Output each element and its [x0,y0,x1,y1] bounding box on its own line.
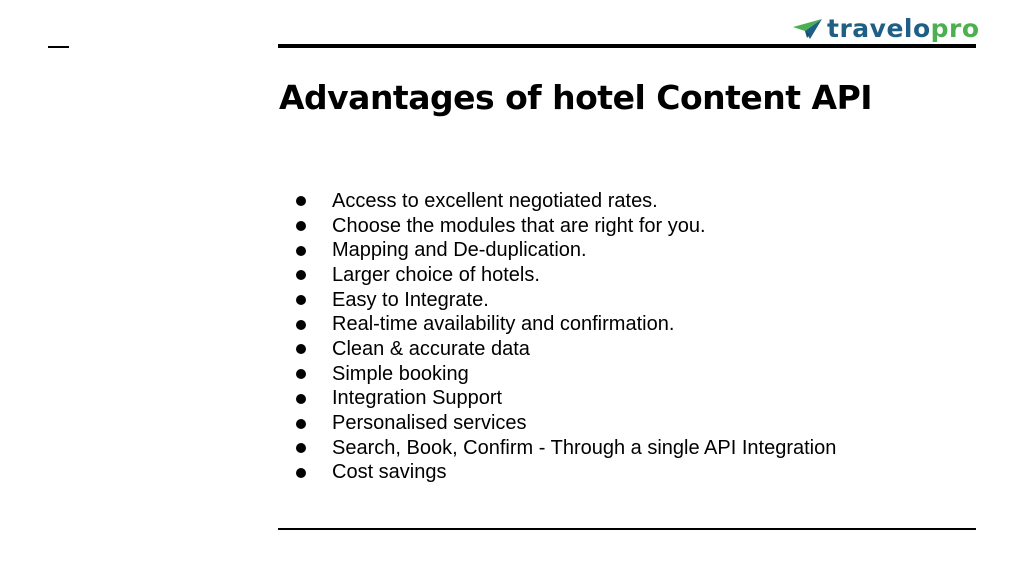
top-divider [278,44,976,48]
bullet-dot-icon [296,394,306,404]
list-item-text: Mapping and De-duplication. [332,239,587,262]
list-item-text: Search, Book, Confirm - Through a single API Integration [332,436,837,459]
list-item [292,288,836,313]
list-item [292,238,836,263]
list-item [292,337,836,362]
list-item-text: Clean & accurate data [332,337,530,360]
travelopro-logo [793,14,980,44]
list-item [292,214,836,239]
bullet-dot-icon [296,320,306,330]
bullet-dot-icon [296,369,306,379]
bullet-dot-icon [296,221,306,231]
bullet-dot-icon [296,468,306,478]
bullet-dot-icon [296,295,306,305]
bullet-dot-icon [296,196,306,206]
bullet-dot-icon [296,344,306,354]
list-item-text: Choose the modules that are right for you. [332,214,706,237]
list-item [292,189,836,214]
list-item [292,461,836,486]
bullet-dot-icon [296,270,306,280]
bullet-dot-icon [296,246,306,256]
list-item-text: Real-time availability and confirmation. [332,313,675,336]
list-item-text: Personalised services [332,412,527,435]
list-item [292,411,836,436]
list-item [292,387,836,412]
bullet-dot-icon [296,443,306,453]
list-item-text: Simple booking [332,362,469,385]
list-item-text: Access to excellent negotiated rates. [332,189,658,212]
slide-title: Advantages of hotel Content API [279,78,873,117]
list-item [292,312,836,337]
advantages-list [292,189,836,485]
paper-plane-icon [793,18,823,40]
list-item [292,263,836,288]
list-item [292,436,836,461]
list-item-text: Cost savings [332,461,447,484]
corner-dash-decoration [48,46,69,48]
list-item-text: Larger choice of hotels. [332,263,540,286]
logo-wordmark [827,14,980,44]
logo-wordmark-part1: travelo [827,14,931,43]
list-item [292,362,836,387]
logo-wordmark-part2: pro [930,14,980,43]
list-item-text: Integration Support [332,387,503,410]
list-item-text: Easy to Integrate. [332,288,489,311]
bottom-divider [278,528,976,530]
bullet-dot-icon [296,419,306,429]
